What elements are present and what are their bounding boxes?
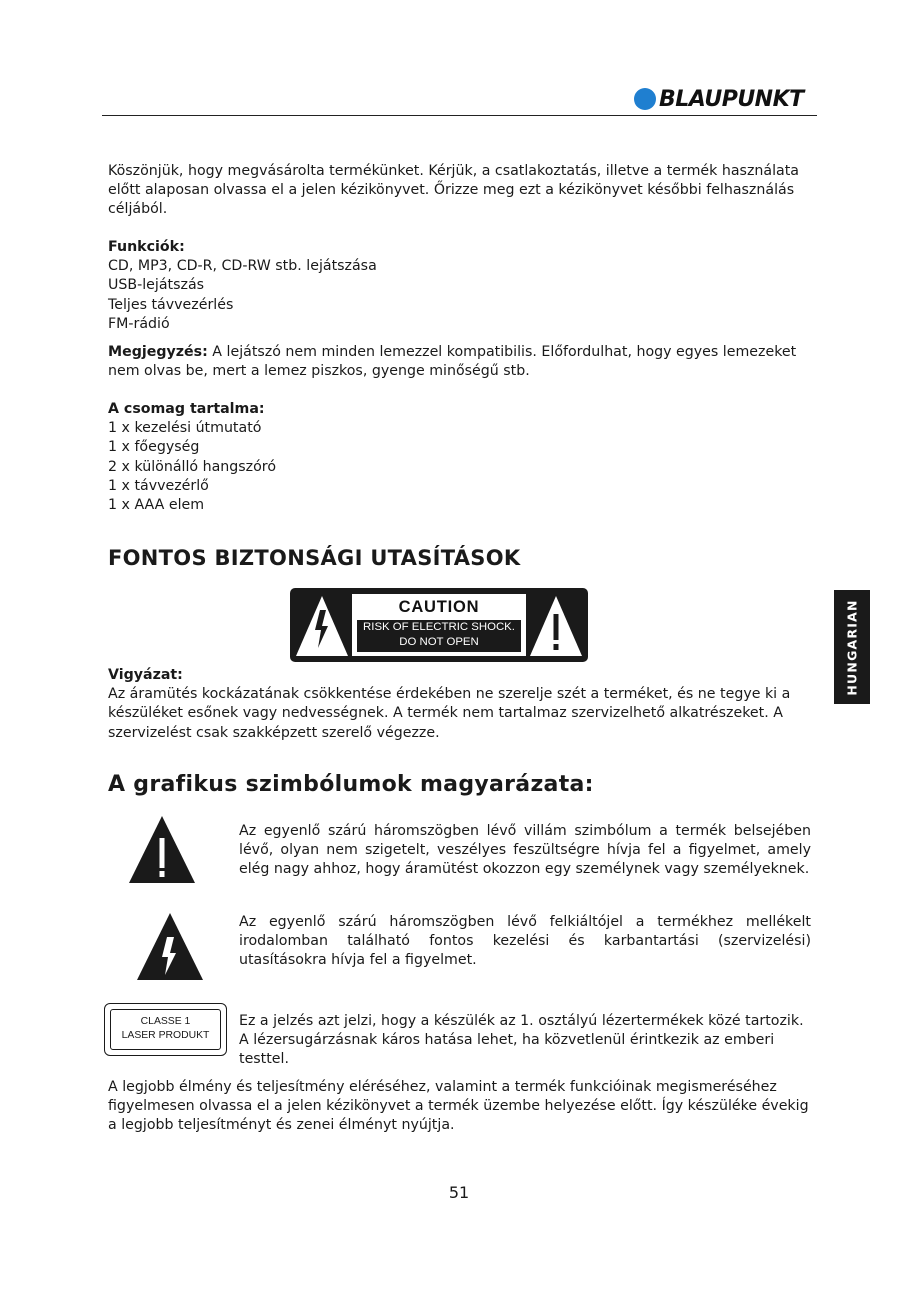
caution-subtitle: RISK OF ELECTRIC SHOCK. DO NOT OPEN [357, 620, 521, 652]
features-heading: Funkciók: [108, 239, 185, 255]
caution-title: CAUTION [398, 598, 480, 616]
symbols-title: A grafikus szimbólumok magyarázata: [108, 772, 594, 797]
warning-label: Vigyázat: [108, 667, 183, 683]
intro-paragraph: Köszönjük, hogy megvásárolta termékünket. Kérjük, a csatlakoztatás, illetve a termék használata előtt alaposan olvassa el a jelen kézikönyvet. Őrizze meg ezt a kézikönyvet későbbi felhasználás céljából. [108, 163, 799, 218]
list-item: Teljes távvezérlés [108, 296, 234, 313]
features-section [108, 238, 808, 334]
language-tab-label: HUNGARIAN [844, 598, 860, 696]
list-item: 1 x főegység [108, 439, 200, 456]
package-heading: A csomag tartalma: [108, 401, 265, 417]
logo-dot-icon [634, 88, 656, 110]
note-label: Megjegyzés: [108, 344, 208, 360]
list-item: CD, MP3, CD-R, CD-RW stb. lejátszása [108, 258, 377, 275]
symbol-3-description: Ez a jelzés azt jelzi, hogy a készülék az 1. osztályú lézertermékek közé tartozik. A lézersugárzásnak káros hatása lehet, ha közvetlenül érintkezik az emberi testtel. [239, 1013, 804, 1068]
list-item: FM-rádió [108, 315, 170, 332]
exclamation-warning-icon [528, 592, 584, 660]
lightning-warning-icon [294, 592, 350, 660]
laser-label: CLASSE 1 LASER PRODUKT [110, 1009, 221, 1050]
list-item: USB-lejátszás [108, 277, 205, 294]
list-item: 1 x AAA elem [108, 497, 205, 514]
safety-title: FONTOS BIZTONSÁGI UTASÍTÁSOK [108, 546, 521, 570]
brand-name: BLAUPUNKT [659, 86, 804, 112]
brand-logo [634, 84, 804, 114]
package-section [108, 400, 808, 515]
warning-section [108, 666, 812, 743]
symbol-2-description: Az egyenlő szárú háromszögben lévő felkiáltójel a termékhez mellékelt irodalomban található fontos kezelési és karbantartási (szervizelési) utasításokra hívja fel a figyelmet. [239, 914, 811, 969]
exclamation-triangle-icon [128, 816, 196, 884]
note-text: A lejátszó nem minden lemezzel kompatibilis. Előfordulhat, hogy egyes lemezeket nem olvas be, mert a lemez piszkos, gyenge minőségű stb. [108, 344, 797, 380]
header-rule [102, 115, 817, 116]
lightning-triangle-icon [136, 913, 204, 981]
list-item: 1 x távvezérlő [108, 477, 209, 494]
note-paragraph [108, 343, 808, 381]
closing-paragraph: A legjobb élmény és teljesítmény eléréséhez, valamint a termék funkcióinak megismeréséhez figyelmesen olvassa el a jelen kézikönyvet a termék üzembe helyezése előtt. Így készüléke évekig a legjobb teljesítményt és zenei élményt nyújtja. [108, 1079, 809, 1134]
warning-text: Az áramütés kockázatának csökkentése érdekében ne szerelje szét a terméket, és ne tegye ki a készüléket esőnek vagy nedvességnek. A termék nem tartalmaz szervizelhető alkatrészeket. A szervizelést csak szakképzett szerelő végezze. [108, 686, 791, 741]
symbol-1-description: Az egyenlő szárú háromszögben lévő villám szimbólum a termék belsejében lévő, olyan nem szigetelt, veszélyes feszültségre hívja fel a figyelmet, amely elég nagy ahhoz, hogy áramütést okozzon egy személynek vagy személyeknek. [239, 823, 811, 878]
list-item: 1 x kezelési útmutató [108, 420, 262, 437]
list-item: 2 x különálló hangszóró [108, 458, 276, 475]
page-number: 51 [448, 1183, 470, 1202]
